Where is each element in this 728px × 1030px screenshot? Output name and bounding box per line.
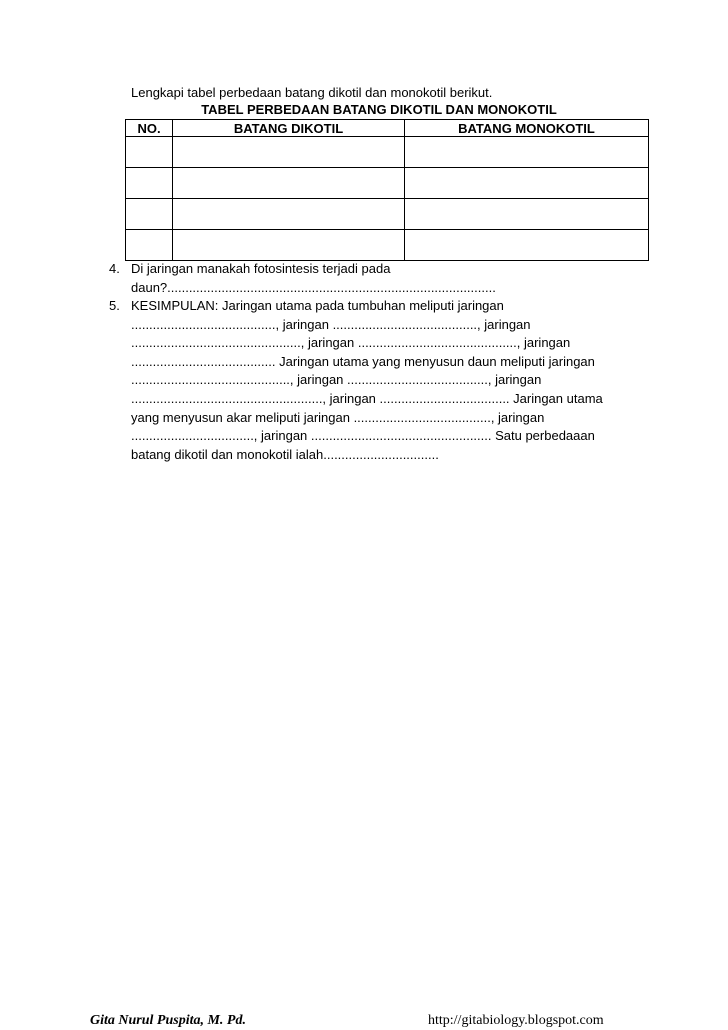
- table-row: [126, 168, 649, 199]
- footer-url[interactable]: http://gitabiology.blogspot.com: [428, 1013, 604, 1028]
- footer-author: Gita Nurul Puspita, M. Pd.: [90, 1013, 246, 1028]
- question-line: yang menyusun akar meliputi jaringan ......................................, jaringan: [131, 409, 545, 425]
- table-cell: [126, 168, 173, 199]
- header-monokotil: BATANG MONOKOTIL: [405, 120, 649, 137]
- question-line: ............................................, jaringan ......................................., jaringan: [131, 372, 542, 388]
- table-cell: [173, 137, 405, 168]
- table-cell: [405, 168, 649, 199]
- instruction-text: Lengkapi tabel perbedaan batang dikotil dan monokotil berikut.: [131, 85, 493, 100]
- table-cell: [405, 199, 649, 230]
- header-dikotil: BATANG DIKOTIL: [173, 120, 405, 137]
- table-cell: [173, 230, 405, 261]
- question-line: KESIMPULAN: Jaringan utama pada tumbuhan meliputi jaringan: [131, 298, 504, 313]
- question-line: daun?...........................................................................................: [131, 279, 496, 295]
- question-number: 5.: [109, 298, 120, 313]
- question-line: ....................................................., jaringan .................................... Jaringan utama: [131, 390, 603, 406]
- question-line: batang dikotil dan monokotil ialah................................: [131, 446, 439, 462]
- table-row: [126, 199, 649, 230]
- question-line: ........................................, jaringan ........................................, jaringan: [131, 316, 531, 332]
- table-header-row: [126, 120, 649, 137]
- question-line: ........................................ Jaringan utama yang menyusun daun meliputi jaringan: [131, 353, 595, 369]
- header-no: NO.: [126, 120, 173, 137]
- table-row: [126, 230, 649, 261]
- table-cell: [173, 199, 405, 230]
- table-cell: [405, 137, 649, 168]
- table-cell: [405, 230, 649, 261]
- table-row: [126, 137, 649, 168]
- question-line: ..............................................., jaringan ............................................, jaringan: [131, 335, 571, 351]
- comparison-table: [125, 119, 649, 261]
- table-cell: [126, 230, 173, 261]
- table-title: TABEL PERBEDAAN BATANG DIKOTIL DAN MONOKOTIL: [201, 102, 557, 117]
- question-line: .................................., jaringan .................................................. Satu perbedaaan: [131, 428, 595, 444]
- table-cell: [126, 199, 173, 230]
- question-number: 4.: [109, 261, 120, 276]
- question-line: Di jaringan manakah fotosintesis terjadi pada: [131, 261, 391, 276]
- table-cell: [126, 137, 173, 168]
- table-cell: [173, 168, 405, 199]
